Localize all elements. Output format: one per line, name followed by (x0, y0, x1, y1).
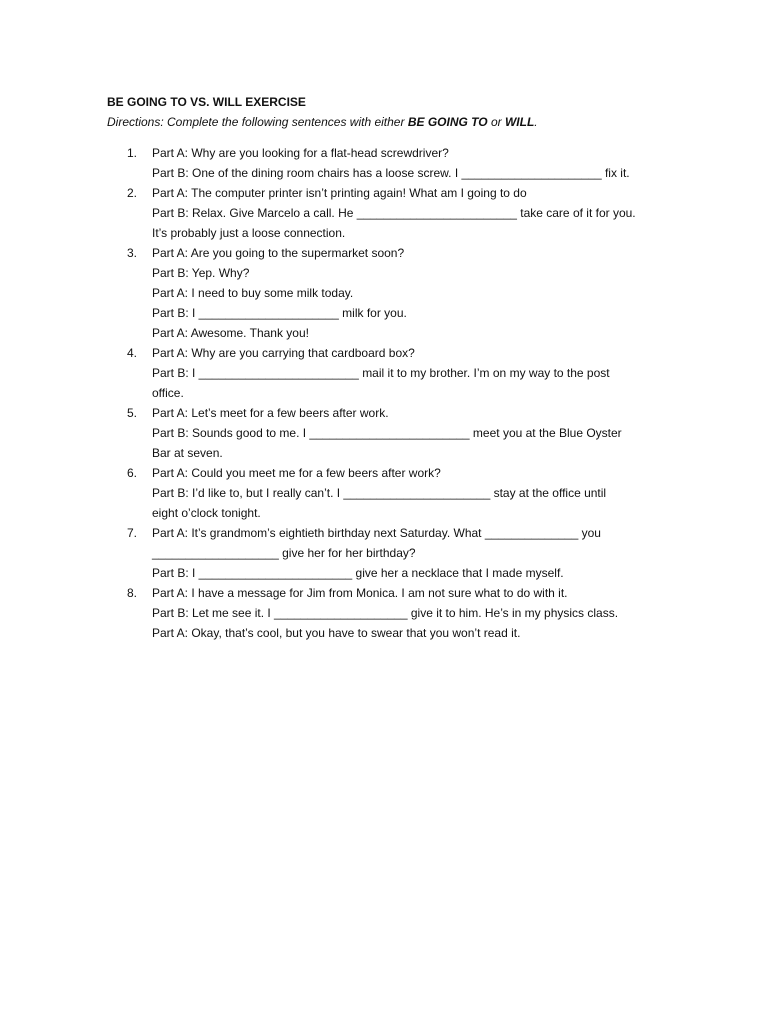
item-number: 3. (127, 246, 138, 260)
item-line: Part A: Are you going to the supermarket soon? (152, 246, 405, 260)
item-line: Part A: The computer printer isn’t printing again! What am I going to do (152, 186, 527, 200)
item-number: 8. (127, 586, 138, 600)
exercise-item-4 (107, 343, 667, 403)
exercise-item-1 (107, 143, 667, 183)
exercise-item-5 (107, 403, 667, 463)
directions-prefix: Directions: Complete the following sentences with either (107, 115, 408, 129)
directions-suffix: . (534, 115, 538, 129)
directions-mid: or (487, 115, 505, 129)
item-line: Part A: Okay, that’s cool, but you have to swear that you won’t read it. (152, 626, 521, 640)
item-line: Part A: Awesome. Thank you! (152, 326, 309, 340)
exercise-item-8 (107, 583, 667, 643)
item-line: Part A: Let’s meet for a few beers after work. (152, 406, 389, 420)
item-line: Part B: Relax. Give Marcelo a call. He ________________________ take care of it for you. (152, 206, 636, 220)
item-line: Part B: Sounds good to me. I ________________________ meet you at the Blue Oyster (152, 426, 622, 440)
item-line: Part A: Why are you looking for a flat-head screwdriver? (152, 146, 449, 160)
exercise-item-7 (107, 523, 667, 583)
worksheet (107, 92, 667, 643)
item-line: Part A: I have a message for Jim from Monica. I am not sure what to do with it. (152, 586, 568, 600)
item-number: 1. (127, 146, 138, 160)
item-line: office. (152, 386, 184, 400)
item-line: eight o’clock tonight. (152, 506, 261, 520)
item-number: 5. (127, 406, 138, 420)
directions-option-going-to: BE GOING TO (407, 115, 488, 129)
item-number: 2. (127, 186, 138, 200)
item-line: Part A: Could you meet me for a few beers after work? (152, 466, 441, 480)
item-line: Part B: One of the dining room chairs has a loose screw. I _____________________ fix it. (152, 166, 630, 180)
item-line: Bar at seven. (152, 446, 223, 460)
directions (107, 112, 667, 132)
item-line: Part A: It’s grandmom’s eightieth birthday next Saturday. What ______________ you (152, 526, 601, 540)
page-title: BE GOING TO VS. WILL EXERCISE (107, 95, 306, 109)
item-line: Part B: I’d like to, but I really can’t. I ______________________ stay at the office until (152, 486, 607, 500)
item-number: 6. (127, 466, 138, 480)
item-line: Part A: I need to buy some milk today. (152, 286, 354, 300)
item-line: ___________________ give her for her birthday? (152, 546, 416, 560)
item-line: Part B: Yep. Why? (152, 266, 250, 280)
item-line: Part B: I _______________________ give her a necklace that I made myself. (152, 566, 564, 580)
exercise-item-3 (107, 243, 667, 343)
exercise-item-2 (107, 183, 667, 243)
item-number: 4. (127, 346, 138, 360)
exercise-item-6 (107, 463, 667, 523)
item-line: It’s probably just a loose connection. (152, 226, 346, 240)
item-line: Part A: Why are you carrying that cardboard box? (152, 346, 415, 360)
directions-option-will: WILL (504, 115, 535, 129)
item-line: Part B: I ________________________ mail it to my brother. I’m on my way to the post (152, 366, 610, 380)
item-line: Part B: I _____________________ milk for you. (152, 306, 407, 320)
item-line: Part B: Let me see it. I ____________________ give it to him. He’s in my physics class. (152, 606, 619, 620)
exercise-list (107, 143, 667, 643)
item-number: 7. (127, 526, 138, 540)
